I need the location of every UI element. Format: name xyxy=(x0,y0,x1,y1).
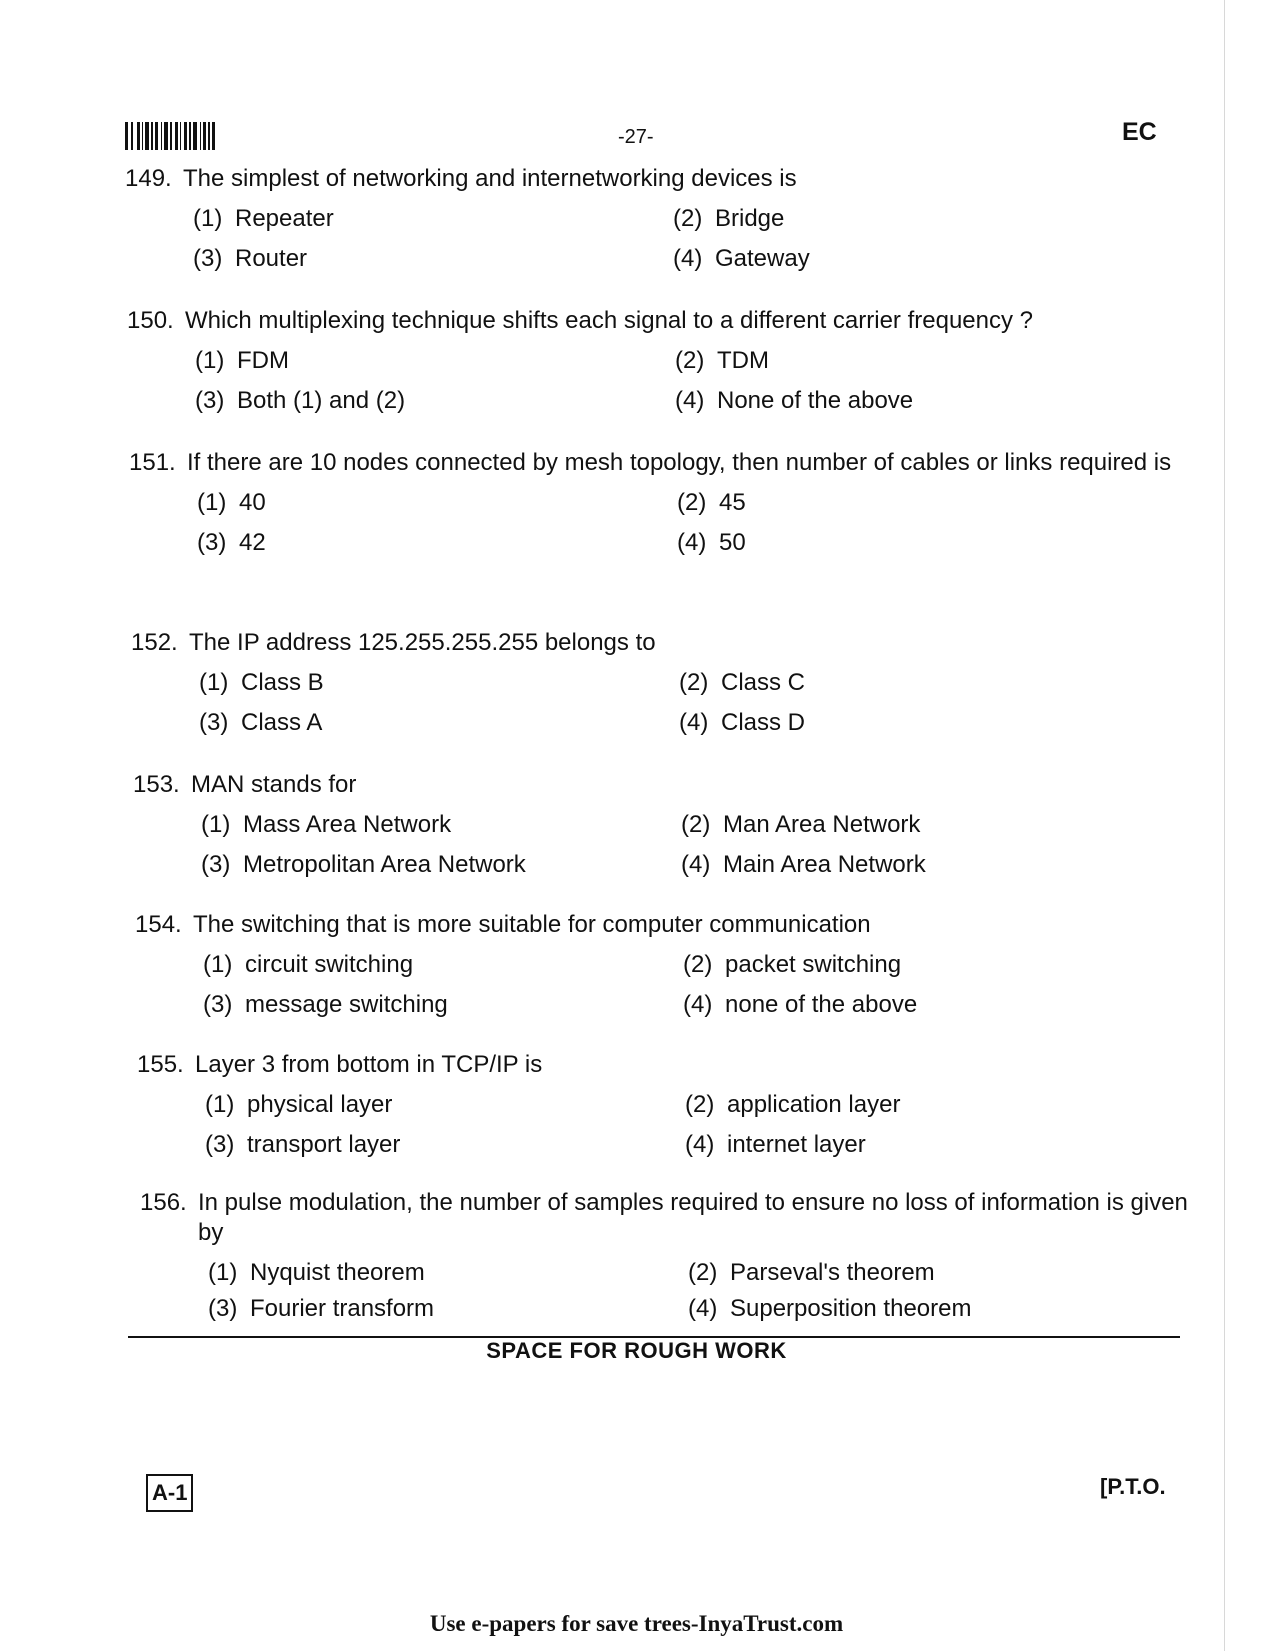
option-1: (1) FDM xyxy=(195,347,289,374)
question-151 xyxy=(129,448,1187,558)
question-154 xyxy=(135,910,1113,1020)
option-3: (3) message switching xyxy=(203,991,448,1018)
question-text: If there are 10 nodes connected by mesh topology, then number of cables or links required is xyxy=(187,449,1172,476)
question-stem xyxy=(129,448,1187,478)
question-152 xyxy=(131,628,1109,738)
rough-work-label: SPACE FOR ROUGH WORK xyxy=(486,1338,787,1363)
option-2: (2) Parseval's theorem xyxy=(688,1259,935,1286)
option-1: (1) Nyquist theorem xyxy=(208,1259,425,1286)
option-4: (4) Class D xyxy=(679,709,806,736)
option-1: (1) Mass Area Network xyxy=(201,811,452,838)
question-stem xyxy=(133,770,1111,800)
option-1: (1) physical layer xyxy=(205,1091,393,1118)
question-stem xyxy=(135,910,1113,940)
question-number: 152. xyxy=(131,629,178,656)
option-3: (3) transport layer xyxy=(205,1131,401,1158)
option-1: (1) Class B xyxy=(199,669,324,696)
option-1: (1) 40 xyxy=(197,489,266,516)
options-grid xyxy=(193,204,1103,274)
option-3: (3) Metropolitan Area Network xyxy=(201,851,526,878)
question-153 xyxy=(133,770,1111,880)
option-4: (4) None of the above xyxy=(675,387,914,414)
option-1: (1) circuit switching xyxy=(203,951,414,978)
question-number: 156. xyxy=(140,1189,187,1216)
page-edge xyxy=(1224,0,1225,1651)
page-header xyxy=(0,116,1273,156)
option-2: (2) 45 xyxy=(677,489,746,516)
question-text: Layer 3 from bottom in TCP/IP is xyxy=(195,1051,543,1078)
question-stem xyxy=(125,164,1103,194)
option-2: (2) packet switching xyxy=(683,951,902,978)
option-4: (4) none of the above xyxy=(683,991,918,1018)
options-grid xyxy=(203,950,1113,1020)
question-149 xyxy=(125,164,1103,274)
question-156 xyxy=(140,1188,1198,1324)
question-stem xyxy=(131,628,1109,658)
options-grid xyxy=(208,1258,1198,1324)
options-grid xyxy=(195,346,1185,416)
question-text: The simplest of networking and internetworking devices is xyxy=(183,165,797,192)
option-4: (4) Superposition theorem xyxy=(688,1295,972,1322)
option-3: (3) Router xyxy=(193,245,308,272)
question-stem xyxy=(127,306,1185,336)
option-2: (2) Man Area Network xyxy=(681,811,921,838)
question-number: 151. xyxy=(129,449,176,476)
option-2: (2) TDM xyxy=(675,347,769,374)
set-code-box: A-1 xyxy=(146,1474,193,1512)
question-number: 153. xyxy=(133,771,180,798)
barcode-icon xyxy=(125,122,221,150)
options-grid xyxy=(199,668,1109,738)
option-4: (4) Gateway xyxy=(673,245,810,272)
options-grid xyxy=(197,488,1187,558)
question-stem xyxy=(140,1188,1198,1248)
option-2: (2) Bridge xyxy=(673,205,785,232)
footer-watermark: Use e-papers for save trees-InyaTrust.com xyxy=(429,1611,844,1636)
option-2: (2) application layer xyxy=(685,1091,901,1118)
options-grid xyxy=(205,1090,1115,1160)
option-3: (3) 42 xyxy=(197,529,266,556)
pto-label: [P.T.O. xyxy=(1100,1474,1166,1499)
option-2: (2) Class C xyxy=(679,669,806,696)
option-4: (4) internet layer xyxy=(685,1131,866,1158)
question-stem xyxy=(137,1050,1115,1080)
question-number: 149. xyxy=(125,165,172,192)
option-3: (3) Class A xyxy=(199,709,323,736)
option-1: (1) Repeater xyxy=(193,205,334,232)
question-155 xyxy=(137,1050,1115,1160)
option-4: (4) Main Area Network xyxy=(681,851,926,878)
subject-code: EC xyxy=(1122,118,1157,146)
option-3: (3) Both (1) and (2) xyxy=(195,387,406,414)
question-text: The IP address 125.255.255.255 belongs to xyxy=(189,629,656,656)
option-4: (4) 50 xyxy=(677,529,746,556)
question-150 xyxy=(127,306,1185,416)
option-3: (3) Fourier transform xyxy=(208,1295,435,1322)
question-number: 150. xyxy=(127,307,174,334)
page-number: -27- xyxy=(618,126,654,148)
question-text: In pulse modulation, the number of samples required to ensure no loss of information is given by xyxy=(198,1189,1188,1246)
question-number: 155. xyxy=(137,1051,184,1078)
options-grid xyxy=(201,810,1111,880)
question-number: 154. xyxy=(135,911,182,938)
question-text: Which multiplexing technique shifts each signal to a different carrier frequency ? xyxy=(185,307,1034,334)
question-text: The switching that is more suitable for computer communication xyxy=(193,911,871,938)
question-text: MAN stands for xyxy=(191,771,357,798)
